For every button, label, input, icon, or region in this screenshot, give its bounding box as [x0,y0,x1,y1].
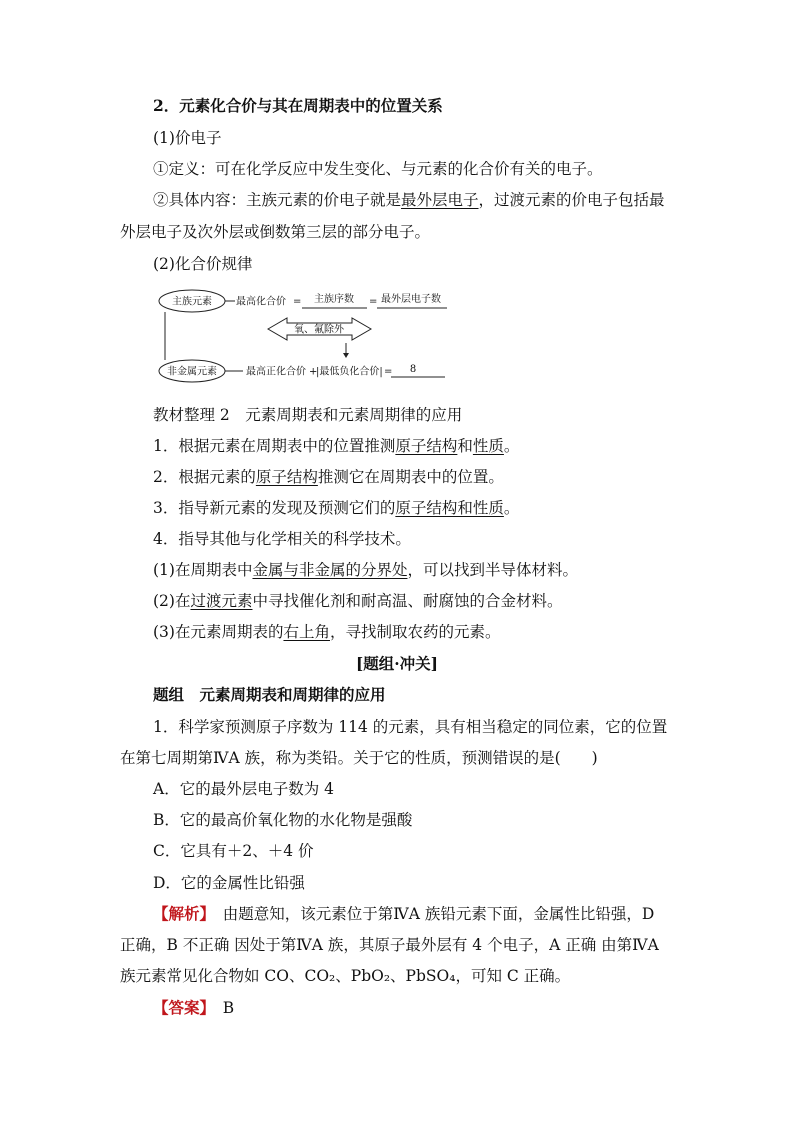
underlined-answer: 性质 [472,437,504,455]
option-c: C．它具有＋2、＋4 价 [153,842,314,860]
sub-item-3 [153,621,501,643]
subheading-valence-electrons: (1)价电子 [153,129,222,147]
option-b: B．它的最高价氧化物的水化物是强酸 [153,811,413,829]
text-span: ，过渡元素的价电子包括最 [478,191,665,209]
text-span: 中寻找催化剂和耐高温、耐腐蚀的合金材料。 [252,592,563,610]
sub-item-1 [153,559,578,581]
section-heading: 2．元素化合价与其在周期表中的位置关系 [153,96,443,115]
equals-sign: = [369,296,378,308]
item-1 [153,435,519,457]
analysis-line-1 [153,903,654,925]
text-span: 和 [457,437,473,455]
definition-text: ①定义：可在化学反应中发生变化、与元素的化合价有关的电子。 [153,160,603,178]
underlined-answer: 原子结构 [395,437,458,455]
text-span: ，可以找到半导体材料。 [407,561,578,579]
text-span: 3．指导新元素的发现及预测它们的 [153,499,396,517]
underlined-answer: 最外层电子 [401,191,479,209]
outer-electrons-label: 最外层电子数 [381,294,441,305]
underlined-answer: 右上角 [283,623,330,641]
item-2 [153,466,504,488]
equals-sign: = [384,366,393,378]
analysis-line-3: 族元素常见化合物如 CO、CO₂、PbO₂、PbSO₄，可知 C 正确。 [120,967,571,985]
question-1-line-1: 1．科学家预测原子序数为 114 的元素，具有相当稳定的同位素，它的位置 [153,718,668,736]
practice-group-title: 题组 元素周期表和周期律的应用 [153,685,386,704]
option-a: A．它的最外层电子数为 4 [153,780,334,798]
highest-positive-label: 最高正化合价 [246,366,306,378]
option-d: D．它的金属性比铅强 [153,874,305,892]
highest-valence-label: 最高化合价 [236,296,286,308]
text-span: 。 [503,437,520,455]
main-group-label: 主族元素 [172,296,212,308]
arrow-head-icon [343,353,349,358]
underlined-answer: 过渡元素 [190,592,253,610]
text-span: (3)在元素周期表的 [153,623,284,641]
lowest-negative-label: |最低负化合价| [316,366,383,378]
underlined-answer: 原子结构 [255,468,318,486]
analysis-tag: 【解析】 [153,904,208,923]
text-span: 由题意知，该元素位于第ⅣA 族铅元素下面，金属性比铅强，D [207,905,655,923]
item-3 [153,497,519,519]
item-4: 4．指导其他与化学相关的科学技术。 [153,530,411,548]
answer-value: B [207,999,235,1017]
plus-sign: + [309,366,318,378]
subheading-valence-rules: (2)化合价规律 [153,255,253,273]
group-number-label: 主族序数 [314,294,354,305]
nonmetal-label: 非金属元素 [167,366,217,378]
analysis-line-2: 正确，B 不正确 因处于第ⅣA 族，其原子最外层有 4 个电子，A 正确 由第ⅣA [120,936,659,954]
content-line-1 [153,189,665,211]
text-span: (2)在 [153,592,191,610]
valence-rule-diagram [155,285,465,385]
value-eight: 8 [409,364,417,375]
practice-banner: [题组·冲关] [355,654,439,673]
underlined-answer: 金属与非金属的分界处 [252,561,408,579]
sub-item-2 [153,590,563,612]
equals-sign: = [293,296,302,308]
question-1-line-2: 在第七周期第ⅣA 族，称为类铅。关于它的性质，预测错误的是( ) [120,749,598,767]
text-span: 推测它在周期表中的位置。 [317,468,504,486]
answer-line [153,997,234,1019]
text-span: 2．根据元素的 [153,468,256,486]
text-span: ，寻找制取农药的元素。 [329,623,501,641]
material-heading: 教材整理 2 元素周期表和元素周期律的应用 [153,406,463,424]
text-span: 1．根据元素在周期表中的位置推测 [153,437,396,455]
text-span: 。 [503,499,520,517]
underlined-answer: 原子结构和性质 [395,499,504,517]
text-span: ②具体内容：主族元素的价电子就是 [153,191,402,209]
text-span: (1)在周期表中 [153,561,253,579]
exception-note: 氧、氟除外 [294,324,344,336]
content-line-2: 外层电子及次外层或倒数第三层的部分电子。 [120,223,431,241]
answer-tag: 【答案】 [153,998,208,1017]
